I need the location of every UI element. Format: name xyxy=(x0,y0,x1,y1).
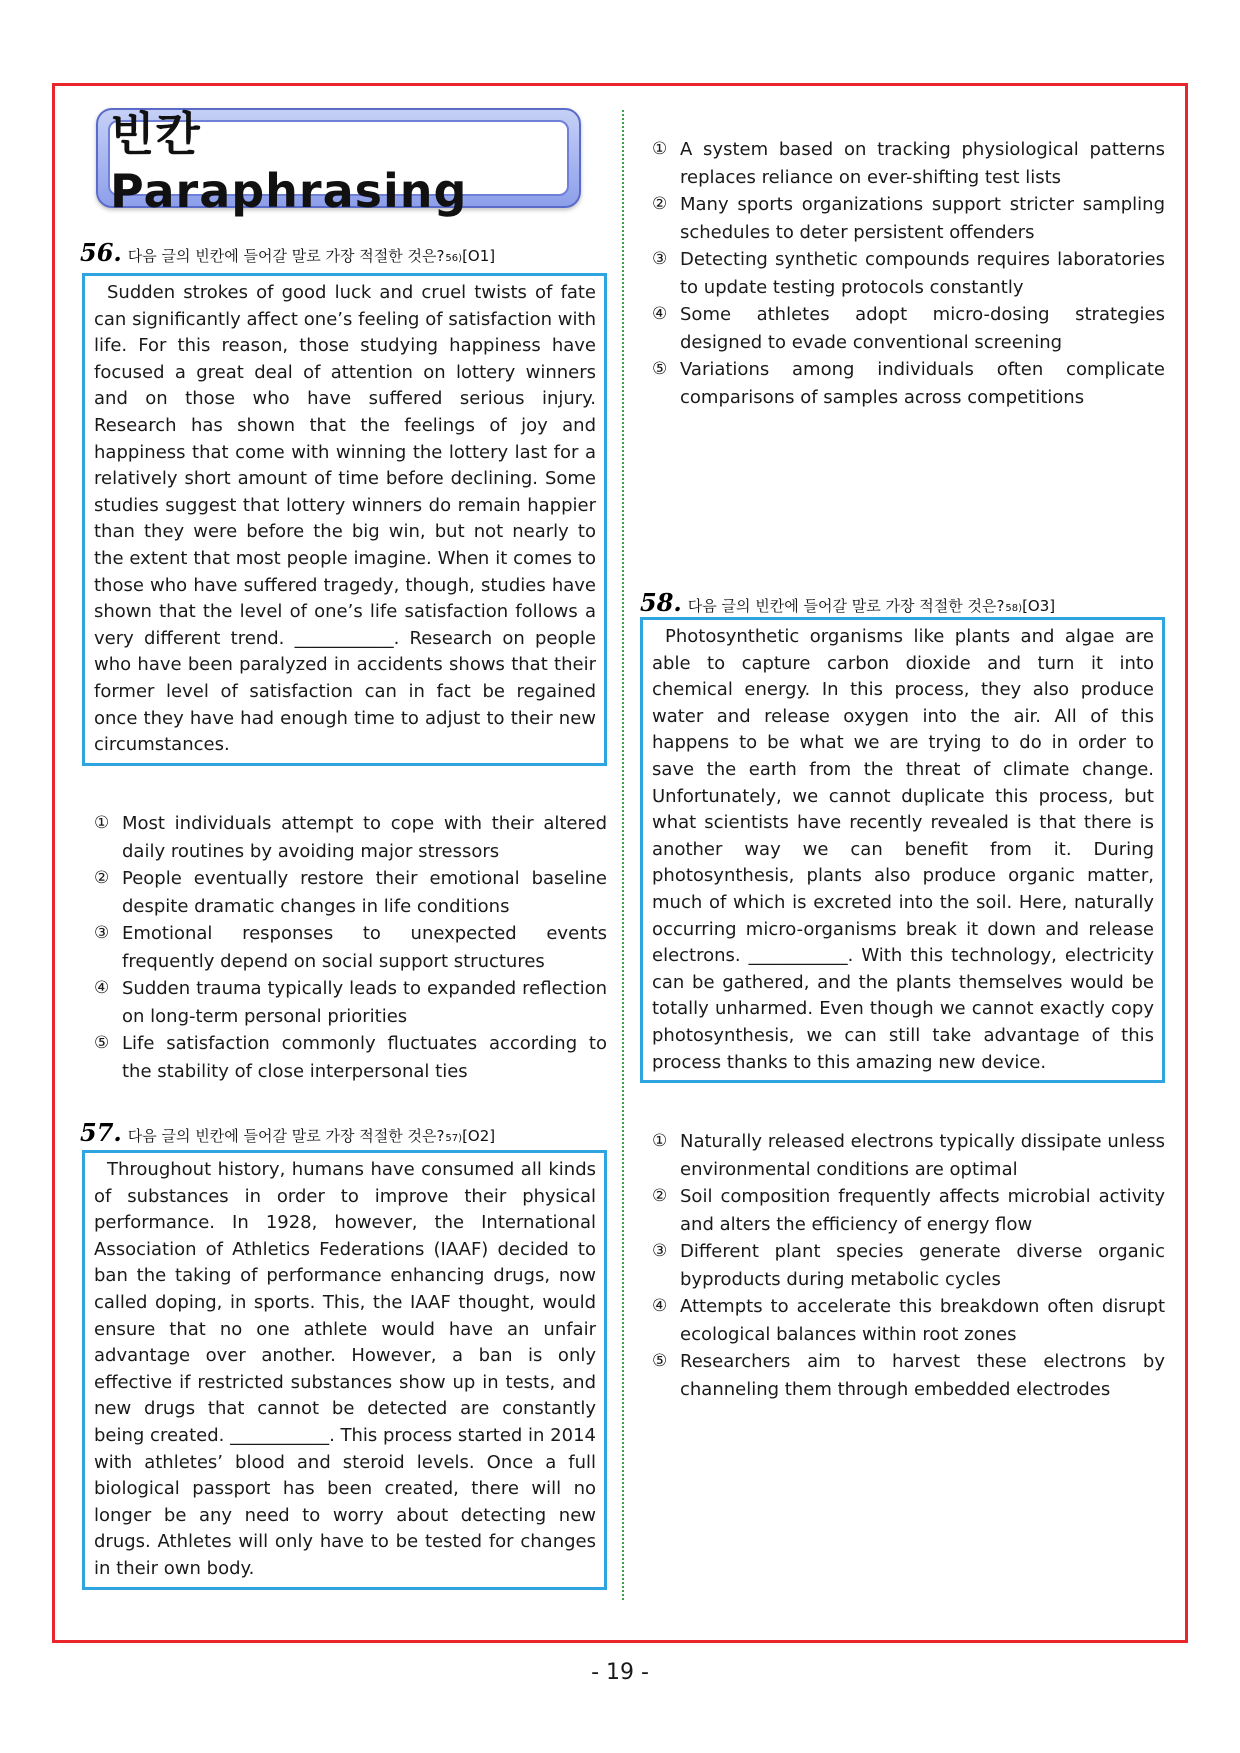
option-text: Attempts to accelerate this breakdown often disrupt ecological balances within root zones xyxy=(680,1296,1165,1345)
option-1[interactable] xyxy=(650,136,1165,191)
question-ref: 56) xyxy=(445,253,463,264)
option-mark: ① xyxy=(652,1131,668,1151)
option-text: Most individuals attempt to cope with their altered daily routines by avoiding major stressors xyxy=(122,813,607,862)
option-mark: ① xyxy=(94,813,110,833)
column-divider xyxy=(622,110,624,1600)
question-56-options xyxy=(92,810,607,1085)
option-2[interactable] xyxy=(650,191,1165,246)
option-mark: ③ xyxy=(94,923,110,943)
question-code: [O2] xyxy=(462,1127,496,1145)
question-56-passage xyxy=(82,273,607,766)
option-text: Different plant species generate diverse organic byproducts during metabolic cycles xyxy=(680,1241,1165,1290)
option-text: Detecting synthetic compounds requires laboratories to update testing protocols constantly xyxy=(680,249,1165,298)
option-3[interactable] xyxy=(92,920,607,975)
option-text: Life satisfaction commonly fluctuates according to the stability of close interpersonal ties xyxy=(122,1033,607,1082)
option-4[interactable] xyxy=(650,301,1165,356)
option-5[interactable] xyxy=(650,356,1165,411)
option-text: Some athletes adopt micro-dosing strategies designed to evade conventional screening xyxy=(680,304,1165,353)
option-mark: ③ xyxy=(652,1241,668,1261)
option-text: A system based on tracking physiological patterns replaces reliance on ever-shifting test lists xyxy=(680,139,1165,188)
question-instruction: 다음 글의 빈칸에 들어갈 말로 가장 적절한 것은? xyxy=(127,247,445,265)
option-5[interactable] xyxy=(92,1030,607,1085)
option-mark: ⑤ xyxy=(652,1351,668,1371)
question-ref: 57) xyxy=(445,1133,463,1144)
question-57-options xyxy=(650,136,1165,411)
section-title: 빈칸 Paraphrasing xyxy=(110,107,468,218)
question-instruction: 다음 글의 빈칸에 들어갈 말로 가장 적절한 것은? xyxy=(687,597,1005,615)
option-mark: ③ xyxy=(652,249,668,269)
option-text: Sudden trauma typically leads to expanded reflection on long-term personal priorities xyxy=(122,978,607,1027)
question-code: [O1] xyxy=(462,247,496,265)
page-number: - 19 - xyxy=(591,1660,649,1685)
section-title-badge xyxy=(96,107,581,218)
question-instruction: 다음 글의 빈칸에 들어갈 말로 가장 적절한 것은? xyxy=(127,1127,445,1145)
passage-text: Sudden strokes of good luck and cruel twists of fate can significantly affect one’s feeling of satisfaction with life. For this reason, those studying happiness have focused a great deal of attention on lottery winners and on those who have suffered serious injury. Research has shown that the feelings of joy and happiness that come with winning the lottery last for a relatively short amount of time before declining. Some studies suggest that lottery winners do remain happier than they were before the big win, but not nearly to the extent that most people imagine. When it comes to those who have suffered tragedy, though, studies have shown that the level of one’s life satisfaction follows a very different trend. ___________. Research on people who have been paralyzed in accidents shows that their former level of satisfaction can in fact be regained once they have had enough time to adjust to their new circumstances. xyxy=(94,282,596,756)
question-57-header xyxy=(80,1118,495,1147)
question-number: 57. xyxy=(80,1118,122,1147)
question-number: 58. xyxy=(640,588,682,617)
option-text: Emotional responses to unexpected events frequently depend on social support structures xyxy=(122,923,607,972)
question-number: 56. xyxy=(80,238,122,267)
option-text: Many sports organizations support stricter sampling schedules to deter persistent offenders xyxy=(680,194,1165,243)
question-58-header xyxy=(640,588,1055,617)
question-ref: 58) xyxy=(1005,603,1023,614)
question-56-header xyxy=(80,238,495,267)
option-mark: ② xyxy=(652,194,668,214)
option-text: Variations among individuals often complicate comparisons of samples across competitions xyxy=(680,359,1165,408)
question-58-options xyxy=(650,1128,1165,1403)
option-5[interactable] xyxy=(650,1348,1165,1403)
option-3[interactable] xyxy=(650,1238,1165,1293)
option-mark: ⑤ xyxy=(652,359,668,379)
option-text: People eventually restore their emotional baseline despite dramatic changes in life conditions xyxy=(122,868,607,917)
option-mark: ④ xyxy=(652,1296,668,1316)
option-text: Researchers aim to harvest these electrons by channeling them through embedded electrodes xyxy=(680,1351,1165,1400)
option-4[interactable] xyxy=(92,975,607,1030)
option-1[interactable] xyxy=(650,1128,1165,1183)
question-57-passage xyxy=(82,1150,607,1590)
passage-text: Throughout history, humans have consumed all kinds of substances in order to improve their physical performance. In 1928, however, the International Association of Athletics Federations (IAAF) decided to ban the taking of performance enhancing drugs, now called doping, in sports. This, the IAAF thought, would ensure that no one athlete would have an unfair advantage over another. However, a ban is only effective if restricted substances show up in tests, and new drugs that cannot be detected are constantly being created. ___________. This process started in 2014 with athletes’ blood and steroid levels. Once a full biological passport has been created, there will no longer be any need to worry about detecting new drugs. Athletes will only have to be tested for changes in their own body. xyxy=(94,1159,596,1579)
option-4[interactable] xyxy=(650,1293,1165,1348)
question-58-passage xyxy=(640,617,1165,1083)
option-mark: ⑤ xyxy=(94,1033,110,1053)
option-mark: ④ xyxy=(94,978,110,998)
passage-text: Photosynthetic organisms like plants and algae are able to capture carbon dioxide and turn it into chemical energy. In this process, they also produce water and release oxygen into the air. All of this happens to be what we are trying to do in order to save the earth from the threat of climate change. Unfortunately, we cannot duplicate this process, but what scientists have recently revealed is that there is another way we can benefit from it. During photosynthesis, plants also produce organic matter, much of which is excreted into the soil. Here, naturally occurring micro-organisms break it down and release electrons. ___________. With this technology, electricity can be gathered, and the plants themselves would be totally unharmed. Even though we cannot exactly copy photosynthesis, we can still take advantage of this process thanks to this amazing new device. xyxy=(652,626,1154,1073)
option-mark: ④ xyxy=(652,304,668,324)
option-3[interactable] xyxy=(650,246,1165,301)
option-2[interactable] xyxy=(650,1183,1165,1238)
section-title-inner xyxy=(108,107,569,218)
option-mark: ① xyxy=(652,139,668,159)
option-text: Soil composition frequently affects microbial activity and alters the efficiency of energy flow xyxy=(680,1186,1165,1235)
option-1[interactable] xyxy=(92,810,607,865)
option-text: Naturally released electrons typically dissipate unless environmental conditions are optimal xyxy=(680,1131,1165,1180)
option-mark: ② xyxy=(652,1186,668,1206)
question-code: [O3] xyxy=(1022,597,1056,615)
option-2[interactable] xyxy=(92,865,607,920)
option-mark: ② xyxy=(94,868,110,888)
